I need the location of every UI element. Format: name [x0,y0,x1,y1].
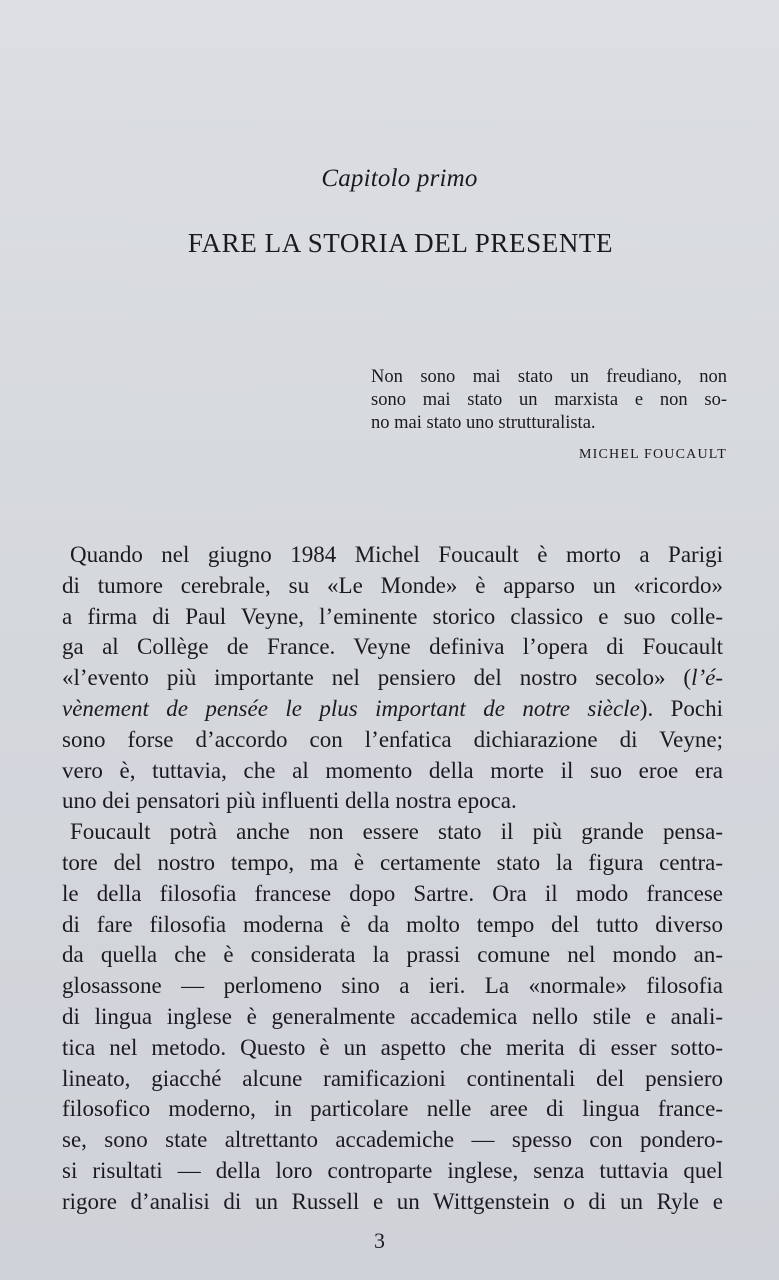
paragraph-line: vero è, tuttavia, che al momento della morte il suo eroe era [62,757,723,783]
line-segment: ). Pochi [639,695,723,721]
paragraph-line: se, sono state altrettanto accademiche — spesso con pondero- [62,1127,723,1153]
epigraph-line: no mai stato uno strutturalista. [371,413,596,433]
italic-segment: vènement de pensée le plus important de notre siècle [62,695,640,721]
epigraph-author: MICHEL FOUCAULT [578,447,727,462]
page-number: 3 [374,1228,385,1253]
paragraph-line [62,663,723,694]
paragraph-line: uno dei pensatori più influenti della nostra epoca. [62,788,517,814]
paragraph-line: da quella che è considerata la prassi comune nel mondo an- [62,942,723,968]
body-text [62,540,723,1218]
paragraph-line: tica nel metodo. Questo è un aspetto che merita di esser sotto- [62,1034,723,1060]
paragraph-line: di lingua inglese è generalmente accademica nello stile e anali- [62,1003,723,1029]
epigraph-line: Non sono mai stato un freudiano, non [371,367,727,387]
paragraph-line: sono forse d’accordo con l’enfatica dichiarazione di Veyne; [62,726,723,752]
italic-segment: l’é- [691,665,723,691]
paragraph-line: rigore d’analisi di un Russell e un Wittgenstein o di un Ryle e [62,1188,723,1214]
paragraph-line: Foucault potrà anche non essere stato il più grande pensa- [70,819,723,845]
chapter-title: FARE LA STORIA DEL PRESENTE [187,228,614,258]
line-segment: «l’evento più importante nel pensiero del nostro secolo» ( [62,665,692,691]
paragraph-line: lineato, giacché alcune ramificazioni continentali del pensiero [62,1065,723,1091]
paragraph-line: di tumore cerebrale, su «Le Monde» è apparso un «ricordo» [62,572,723,598]
paragraph-line: Quando nel giugno 1984 Michel Foucault è morto a Parigi [70,542,723,567]
epigraph-line: sono mai stato un marxista e non so- [371,390,727,410]
paragraph-line: ga al Collège de France. Veyne definiva l’opera di Foucault [62,634,723,660]
paragraph-line: tore del nostro tempo, ma è certamente stato la figura centra- [62,849,723,875]
paragraph-line: di fare filosofia moderna è da molto tempo del tutto diverso [62,911,723,937]
paragraph-line [62,694,723,725]
chapter-kicker: Capitolo primo [321,165,478,192]
paragraph-line: filosofico moderno, in particolare nelle aree di lingua france- [62,1096,723,1122]
paragraph-line: le della filosofia francese dopo Sartre. Ora il modo francese [62,880,723,906]
paragraph-line: glosassone — perlomeno sino a ieri. La «normale» filosofia [62,973,723,999]
paragraph-line: si risultati — della loro controparte inglese, senza tuttavia quel [62,1157,723,1183]
epigraph [371,366,727,463]
paragraph-line: a firma di Paul Veyne, l’eminente storico classico e suo colle- [62,603,723,629]
